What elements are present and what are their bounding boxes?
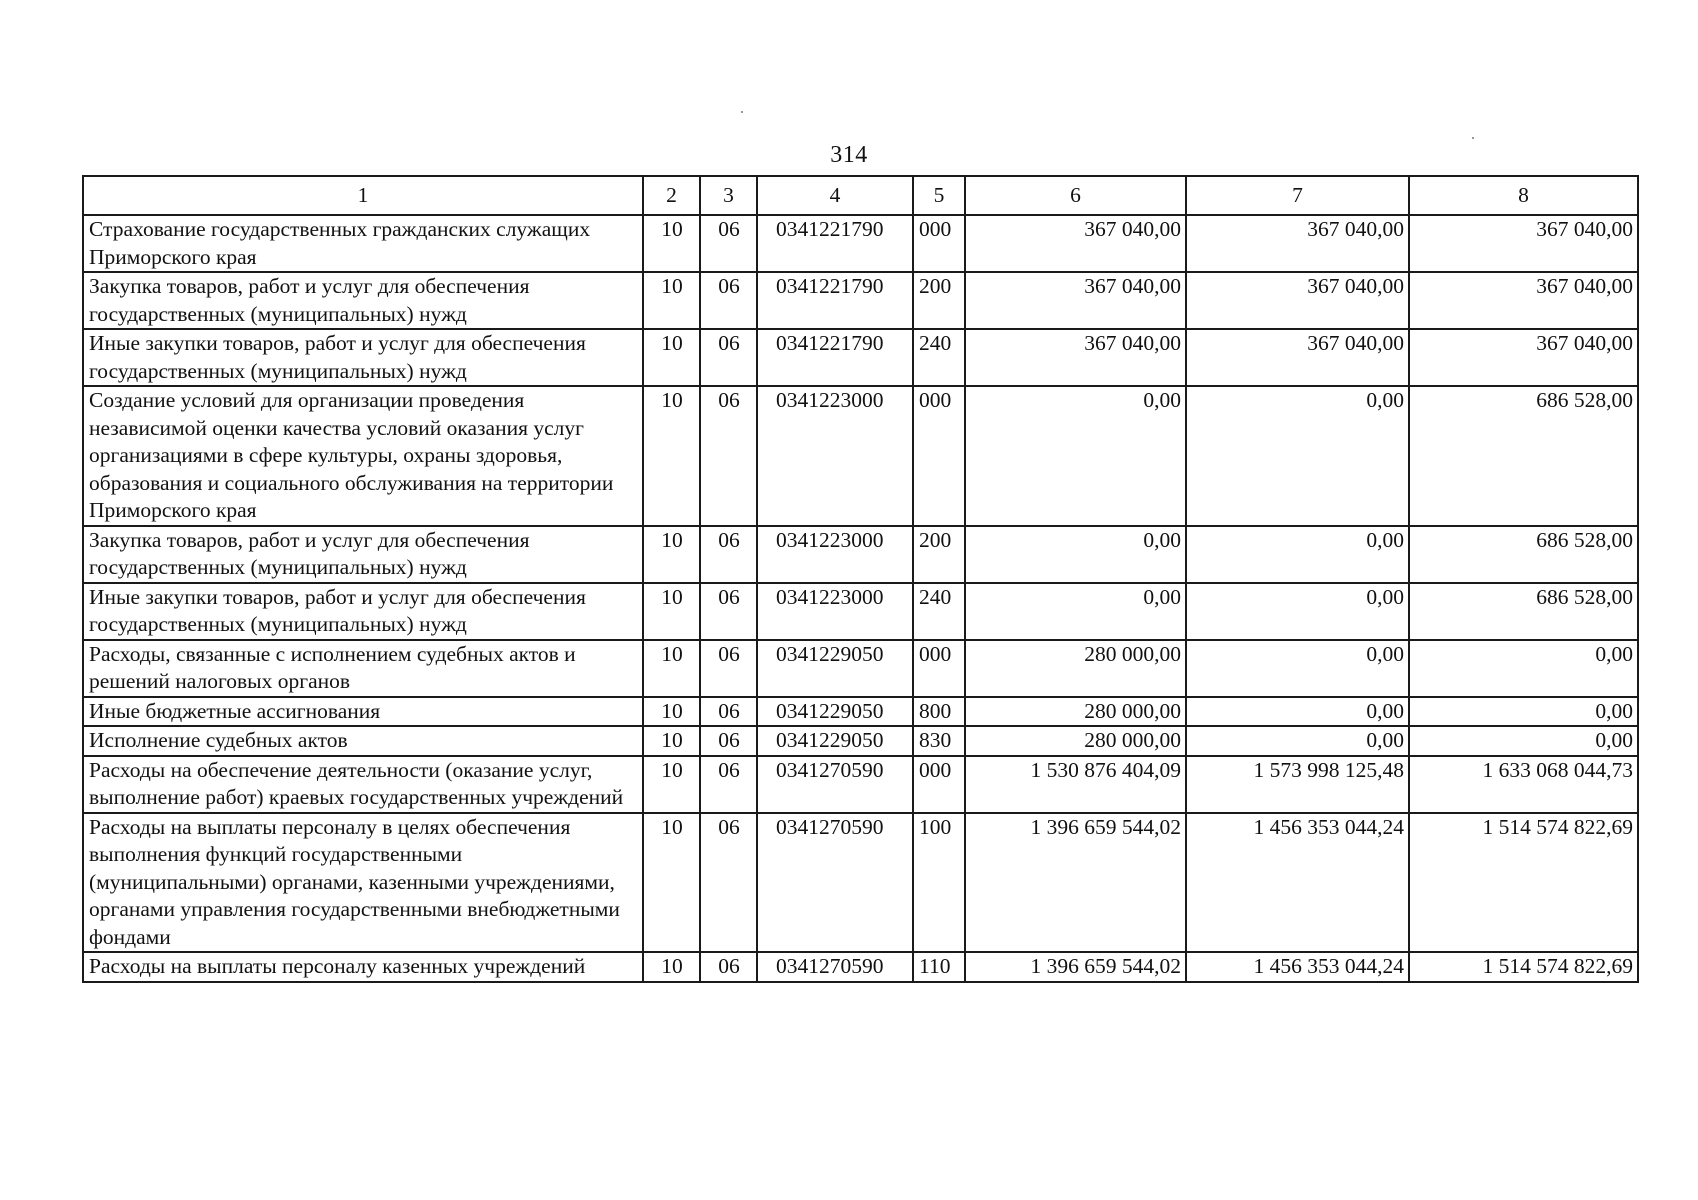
- cell-subsection: 06: [700, 756, 757, 813]
- cell-amount-col8: 0,00: [1409, 697, 1638, 727]
- cell-expense-type: 000: [913, 756, 965, 813]
- cell-target-code: 0341270590: [757, 756, 913, 813]
- cell-expense-type: 000: [913, 386, 965, 526]
- cell-amount-col8: 686 528,00: [1409, 583, 1638, 640]
- page-number: 314: [830, 142, 868, 168]
- cell-amount-col8: 686 528,00: [1409, 386, 1638, 526]
- cell-expense-type: 240: [913, 583, 965, 640]
- cell-expense-type: 800: [913, 697, 965, 727]
- cell-description: Иные бюджетные ассигнования: [83, 697, 643, 727]
- cell-subsection: 06: [700, 272, 757, 329]
- table-row: [83, 526, 1638, 583]
- cell-amount-col6: 1 530 876 404,09: [965, 756, 1186, 813]
- cell-amount-col8: 1 633 068 044,73: [1409, 756, 1638, 813]
- cell-target-code: 0341221790: [757, 215, 913, 272]
- table-body: [83, 215, 1638, 982]
- cell-amount-col7: 0,00: [1186, 386, 1409, 526]
- cell-amount-col7: 1 456 353 044,24: [1186, 952, 1409, 982]
- table-header: [83, 176, 1638, 215]
- cell-expense-type: 000: [913, 640, 965, 697]
- header-row: [83, 176, 1638, 215]
- header-cell-7: 7: [1186, 176, 1409, 215]
- cell-amount-col6: 367 040,00: [965, 329, 1186, 386]
- cell-section: 10: [643, 640, 700, 697]
- cell-amount-col8: 686 528,00: [1409, 526, 1638, 583]
- cell-target-code: 0341223000: [757, 386, 913, 526]
- cell-description: Исполнение судебных актов: [83, 726, 643, 756]
- cell-description: Закупка товаров, работ и услуг для обеспечения государственных (муниципальных) нужд: [83, 272, 643, 329]
- cell-amount-col7: 0,00: [1186, 640, 1409, 697]
- cell-amount-col8: 0,00: [1409, 726, 1638, 756]
- cell-subsection: 06: [700, 526, 757, 583]
- cell-description: Расходы на обеспечение деятельности (оказание услуг, выполнение работ) краевых государственных учреждений: [83, 756, 643, 813]
- cell-description: Расходы, связанные с исполнением судебных актов и решений налоговых органов: [83, 640, 643, 697]
- cell-subsection: 06: [700, 726, 757, 756]
- header-cell-3: 3: [700, 176, 757, 215]
- cell-amount-col6: 280 000,00: [965, 697, 1186, 727]
- cell-amount-col6: 280 000,00: [965, 726, 1186, 756]
- cell-amount-col8: 1 514 574 822,69: [1409, 813, 1638, 953]
- cell-amount-col7: 367 040,00: [1186, 329, 1409, 386]
- table-row: [83, 386, 1638, 526]
- table-row: [83, 952, 1638, 982]
- table-row: [83, 726, 1638, 756]
- cell-expense-type: 110: [913, 952, 965, 982]
- cell-amount-col6: 1 396 659 544,02: [965, 952, 1186, 982]
- cell-target-code: 0341221790: [757, 329, 913, 386]
- cell-amount-col6: 367 040,00: [965, 272, 1186, 329]
- cell-section: 10: [643, 215, 700, 272]
- header-cell-6: 6: [965, 176, 1186, 215]
- cell-subsection: 06: [700, 215, 757, 272]
- cell-target-code: 0341229050: [757, 640, 913, 697]
- cell-section: 10: [643, 583, 700, 640]
- cell-expense-type: 240: [913, 329, 965, 386]
- cell-amount-col8: 367 040,00: [1409, 215, 1638, 272]
- cell-amount-col7: 0,00: [1186, 726, 1409, 756]
- cell-amount-col6: 1 396 659 544,02: [965, 813, 1186, 953]
- cell-expense-type: 000: [913, 215, 965, 272]
- cell-amount-col6: 0,00: [965, 386, 1186, 526]
- cell-description: Иные закупки товаров, работ и услуг для обеспечения государственных (муниципальных) нужд: [83, 583, 643, 640]
- cell-description: Страхование государственных гражданских служащих Приморского края: [83, 215, 643, 272]
- cell-amount-col8: 1 514 574 822,69: [1409, 952, 1638, 982]
- cell-section: 10: [643, 952, 700, 982]
- cell-subsection: 06: [700, 813, 757, 953]
- cell-target-code: 0341229050: [757, 726, 913, 756]
- cell-target-code: 0341223000: [757, 583, 913, 640]
- cell-amount-col7: 367 040,00: [1186, 272, 1409, 329]
- cell-amount-col8: 367 040,00: [1409, 272, 1638, 329]
- cell-amount-col8: 0,00: [1409, 640, 1638, 697]
- cell-expense-type: 830: [913, 726, 965, 756]
- cell-target-code: 0341223000: [757, 526, 913, 583]
- cell-subsection: 06: [700, 583, 757, 640]
- header-cell-5: 5: [913, 176, 965, 215]
- cell-expense-type: 100: [913, 813, 965, 953]
- cell-amount-col7: 0,00: [1186, 583, 1409, 640]
- table-row: [83, 813, 1638, 953]
- cell-target-code: 0341229050: [757, 697, 913, 727]
- table-row: [83, 272, 1638, 329]
- cell-section: 10: [643, 726, 700, 756]
- header-cell-1: 1: [83, 176, 643, 215]
- cell-amount-col6: 280 000,00: [965, 640, 1186, 697]
- table-row: [83, 697, 1638, 727]
- table-row: [83, 329, 1638, 386]
- cell-description: Расходы на выплаты персоналу казенных учреждений: [83, 952, 643, 982]
- cell-amount-col7: 1 456 353 044,24: [1186, 813, 1409, 953]
- cell-section: 10: [643, 697, 700, 727]
- cell-subsection: 06: [700, 386, 757, 526]
- cell-section: 10: [643, 386, 700, 526]
- cell-amount-col7: 0,00: [1186, 697, 1409, 727]
- cell-subsection: 06: [700, 697, 757, 727]
- scan-speck: [1472, 137, 1474, 139]
- cell-description: Иные закупки товаров, работ и услуг для обеспечения государственных (муниципальных) нужд: [83, 329, 643, 386]
- cell-section: 10: [643, 756, 700, 813]
- cell-description: Создание условий для организации проведения независимой оценки качества условий оказания услуг организациями в сфере культуры, охраны здоровья, образования и социального обслуживания на территории Приморского края: [83, 386, 643, 526]
- cell-section: 10: [643, 272, 700, 329]
- cell-description: Закупка товаров, работ и услуг для обеспечения государственных (муниципальных) нужд: [83, 526, 643, 583]
- table-row: [83, 583, 1638, 640]
- cell-target-code: 0341270590: [757, 813, 913, 953]
- header-cell-2: 2: [643, 176, 700, 215]
- table-row: [83, 756, 1638, 813]
- cell-section: 10: [643, 526, 700, 583]
- cell-subsection: 06: [700, 952, 757, 982]
- cell-section: 10: [643, 329, 700, 386]
- scan-speck: [741, 111, 743, 113]
- cell-expense-type: 200: [913, 526, 965, 583]
- cell-amount-col7: 0,00: [1186, 526, 1409, 583]
- cell-amount-col8: 367 040,00: [1409, 329, 1638, 386]
- budget-table: [82, 175, 1639, 983]
- cell-description: Расходы на выплаты персоналу в целях обеспечения выполнения функций государственными (муниципальными) органами, казенными учреждениями, органами управления государственными внебюджетными фондами: [83, 813, 643, 953]
- header-cell-4: 4: [757, 176, 913, 215]
- table-row: [83, 640, 1638, 697]
- cell-expense-type: 200: [913, 272, 965, 329]
- cell-amount-col6: 0,00: [965, 526, 1186, 583]
- cell-subsection: 06: [700, 640, 757, 697]
- cell-target-code: 0341270590: [757, 952, 913, 982]
- cell-target-code: 0341221790: [757, 272, 913, 329]
- cell-amount-col6: 0,00: [965, 583, 1186, 640]
- header-cell-8: 8: [1409, 176, 1638, 215]
- cell-subsection: 06: [700, 329, 757, 386]
- cell-amount-col7: 1 573 998 125,48: [1186, 756, 1409, 813]
- cell-amount-col6: 367 040,00: [965, 215, 1186, 272]
- cell-section: 10: [643, 813, 700, 953]
- cell-amount-col7: 367 040,00: [1186, 215, 1409, 272]
- table-row: [83, 215, 1638, 272]
